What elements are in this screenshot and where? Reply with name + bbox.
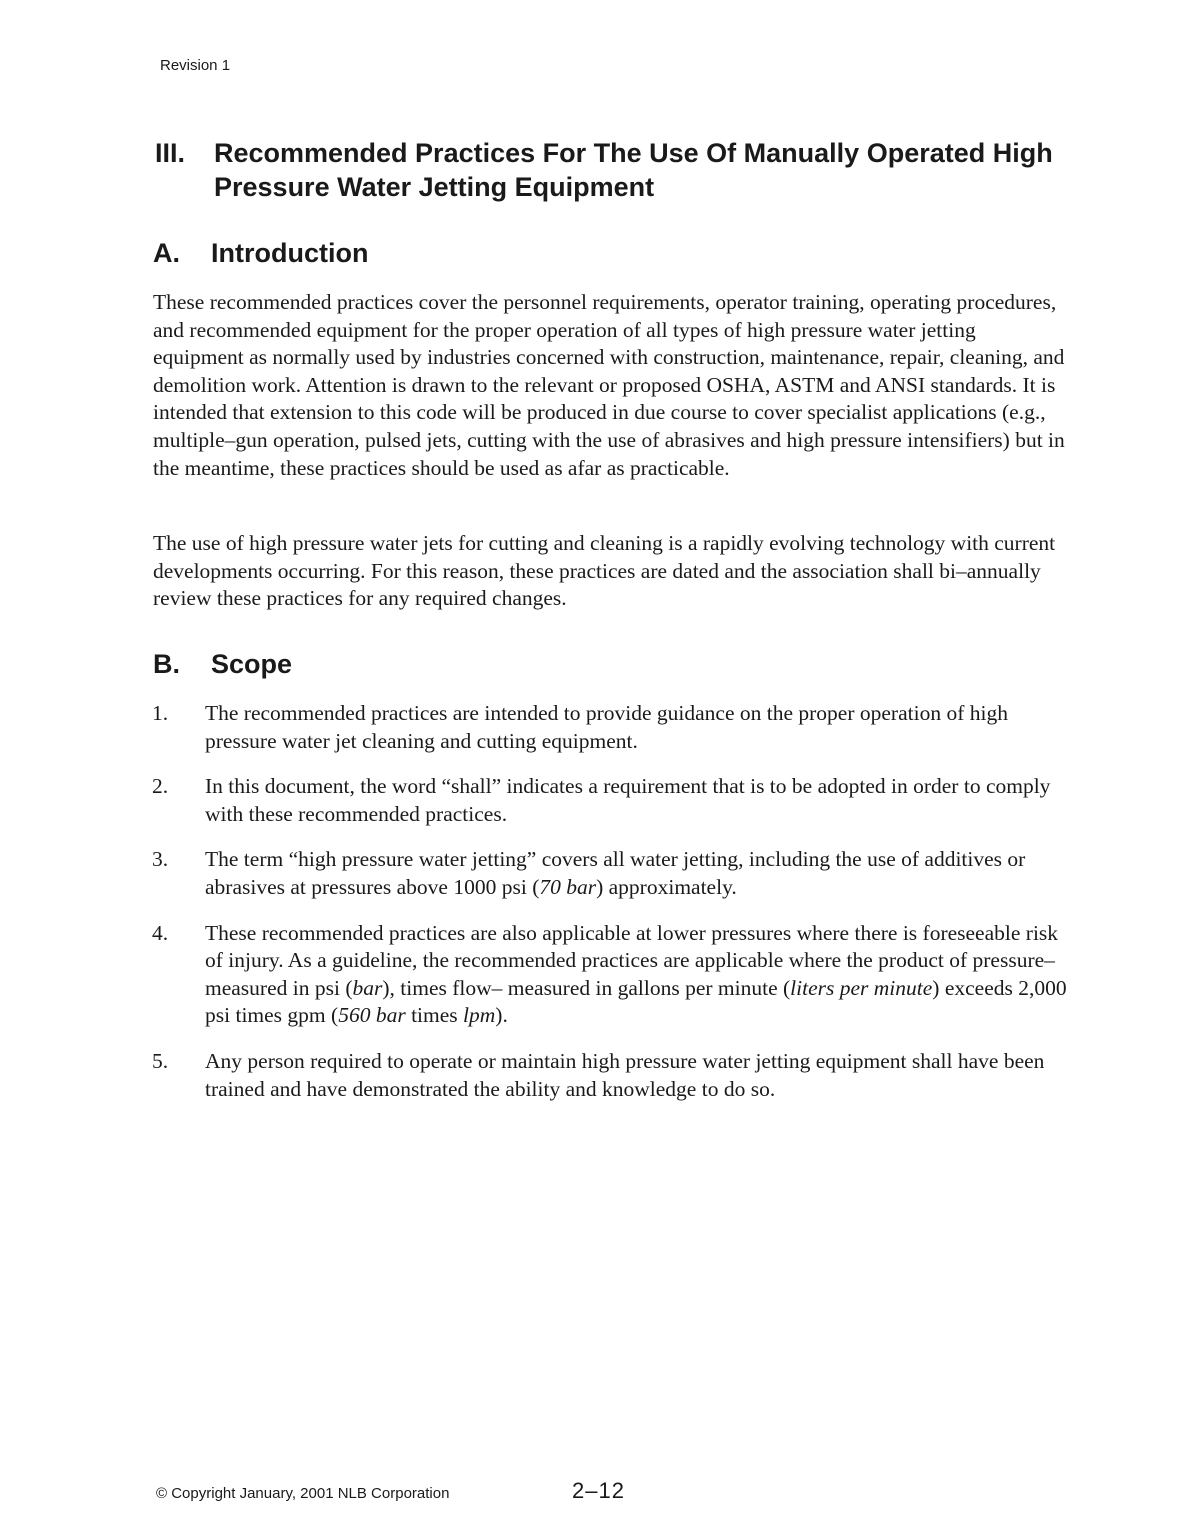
list-item-text: In this document, the word “shall” indicates a requirement that is to be adopted in order to comply with these recommended practices.: [205, 774, 1051, 826]
list-item-number: 5.: [152, 1048, 169, 1073]
section-letter: B.: [153, 649, 180, 679]
list-item: [150, 1048, 1070, 1103]
chapter-title-text: Recommended Practices For The Use Of Manually Operated High Pressure Water Jetting Equipment: [214, 138, 1053, 202]
text-run: times: [405, 1003, 464, 1028]
section-letter: A.: [153, 238, 180, 268]
page-number: 2–12: [572, 1478, 625, 1503]
text-run: ) exceeds 2,000 psi times gpm (: [205, 975, 1067, 1028]
text-run: ) approximately.: [596, 874, 737, 899]
list-item-number: 1.: [152, 701, 169, 725]
text-run: The term “high pressure water jetting” covers all water jetting, including the use of additives or abrasives at pressures above 1000 psi (: [205, 847, 1026, 899]
text-run: ), times flow– measured in gallons per minute (: [382, 975, 791, 1000]
list-item-text: [205, 847, 1025, 899]
emphasis-text: bar: [352, 975, 383, 1000]
emphasis-text: 70 bar: [539, 874, 597, 899]
chapter-number: III.: [155, 138, 186, 168]
text-run: ).: [495, 1003, 508, 1028]
emphasis-text: liters per minute: [790, 975, 933, 1000]
text-run: These recommended practices are also applicable at lower pressures where there is foreseeable risk of injury. As a guideline, the recommended practices are applicable where the product of pressure– measured in psi (: [205, 920, 1059, 1000]
list-item-number: 3.: [152, 847, 169, 872]
list-item-text: Any person required to operate or maintain high pressure water jetting equipment shall have been trained and have demonstrated the ability and knowledge to do so.: [205, 1048, 1045, 1101]
emphasis-text: lpm: [463, 1003, 496, 1028]
section-title: Scope: [211, 649, 293, 679]
list-item-number: 4.: [152, 920, 169, 945]
chapter-title: [155, 136, 1115, 204]
emphasis-text: 560 bar: [338, 1003, 406, 1028]
scope-list: [150, 700, 1070, 1121]
copyright-notice: © Copyright January, 2001 NLB Corporation: [156, 1485, 450, 1502]
list-item-text: [205, 921, 1067, 1028]
list-item: [150, 700, 1070, 755]
list-item: [150, 920, 1070, 1030]
list-item-text: The recommended practices are intended to provide guidance on the proper operation of high pressure water jet cleaning and cutting equipment.: [205, 701, 1008, 753]
revision-label: Revision 1: [160, 57, 231, 74]
intro-paragraph-2: The use of high pressure water jets for cutting and cleaning is a rapidly evolving technology with current developments occurring. For this reason, these practices are dated and the association shall bi–annually review these practices for any required changes.: [153, 531, 1056, 611]
section-heading-introduction: [153, 236, 368, 270]
list-item-number: 2.: [152, 774, 169, 799]
list-item: [150, 846, 1070, 901]
section-heading-scope: [153, 647, 292, 681]
list-item: [150, 773, 1070, 828]
section-title: Introduction: [211, 238, 369, 268]
intro-paragraph-1: These recommended practices cover the personnel requirements, operator training, operating procedures, and recommended equipment for the proper operation of all types of high pressure water jetting equipment as normally used by industries concerned with construction, maintenance, repair, cleaning, and demolition work. Attention is drawn to the relevant or proposed OSHA, ASTM and ANSI standards. It is intended that extension to this code will be produced in due course to cover specialist applications (e.g., multiple–gun operation, pulsed jets, cutting with the use of abrasives and high pressure intensifiers) but in the meantime, these practices should be used as afar as practicable.: [153, 290, 1065, 480]
